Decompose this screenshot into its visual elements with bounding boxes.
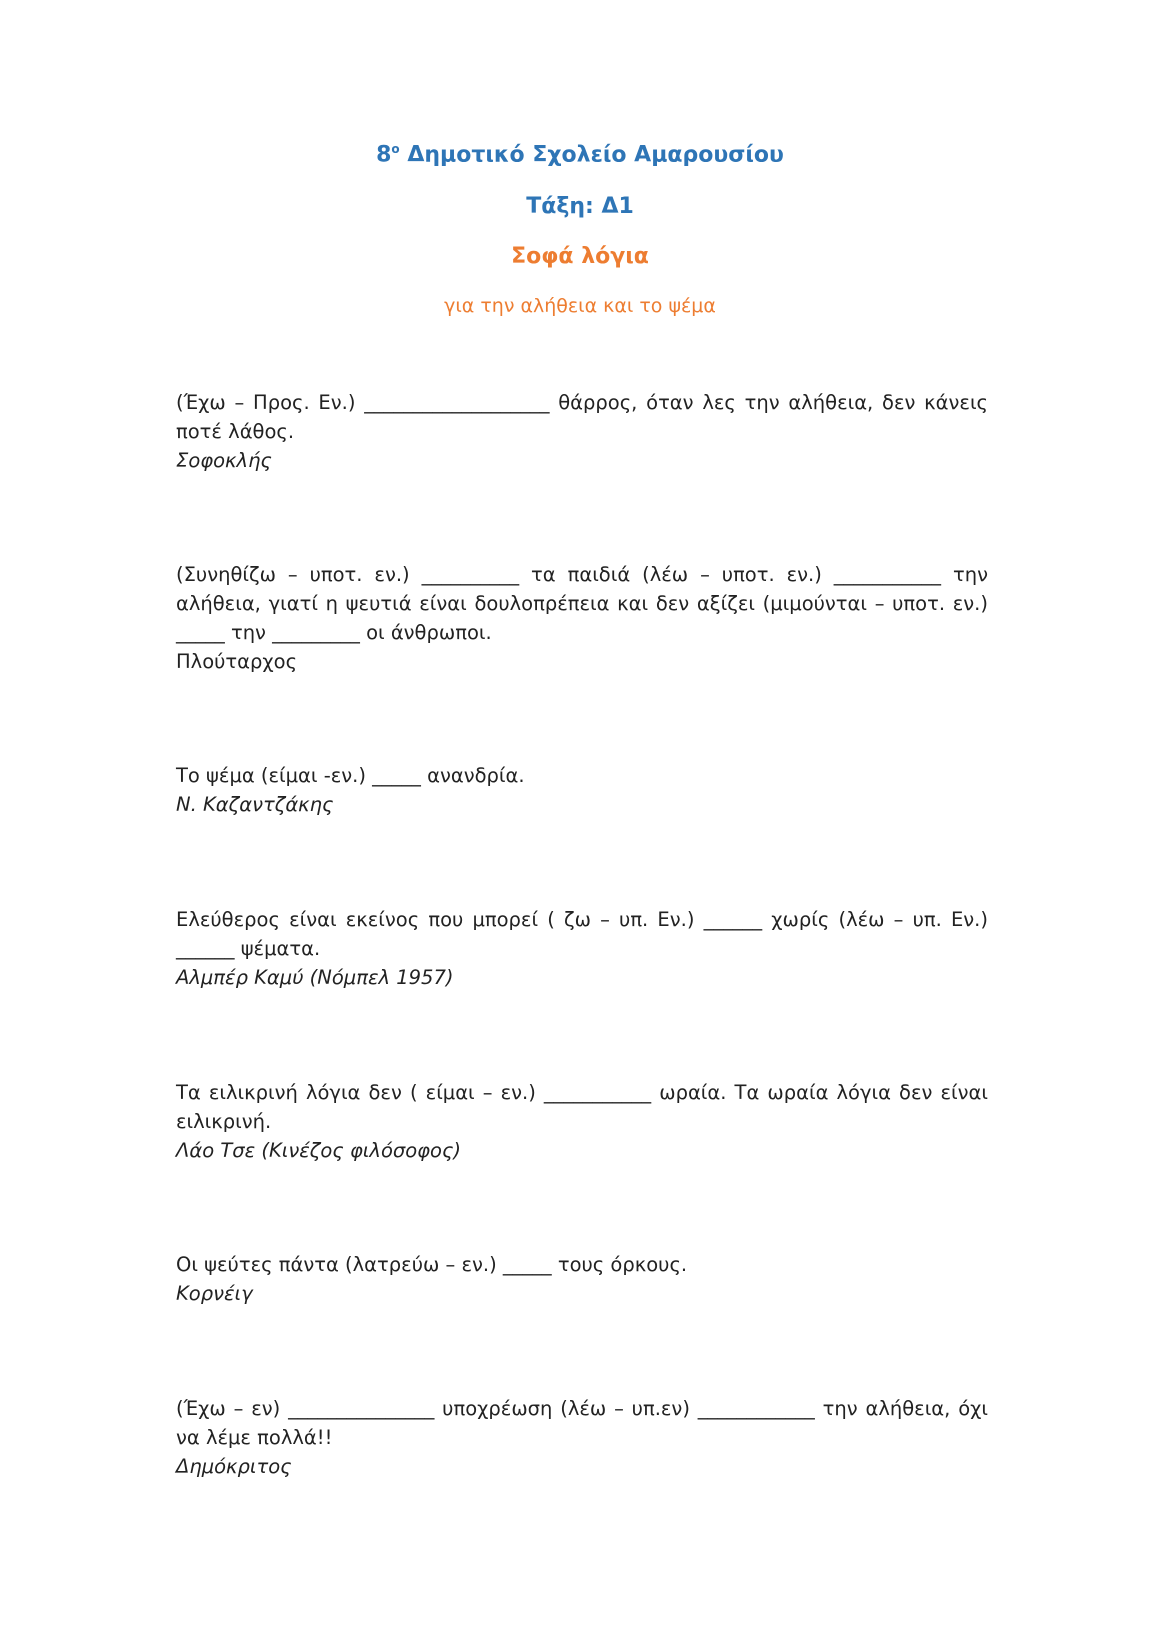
school-name: Δημοτικό Σχολείο Αμαρουσίου bbox=[407, 142, 784, 168]
quote-author: Σοφοκλής bbox=[176, 449, 272, 472]
quote-block bbox=[176, 1250, 988, 1308]
quote-block bbox=[176, 1078, 988, 1165]
quote-author: Δημόκριτος bbox=[176, 1455, 292, 1478]
school-ordinal: ο bbox=[391, 142, 400, 156]
quote-block bbox=[176, 1394, 988, 1481]
quote-text: Τα ειλικρινή λόγια δεν ( είμαι – εν.) ___________ ωραία. Τα ωραία λόγια δεν είναι ειλικρινή. bbox=[176, 1081, 988, 1133]
page-title: Σοφά λόγια bbox=[511, 244, 649, 269]
quote-text: (Έχω – Προς. Εν.) ___________________ θάρρος, όταν λες την αλήθεια, δεν κάνεις ποτέ λάθος. bbox=[176, 391, 988, 443]
quote-block bbox=[176, 905, 988, 992]
quote-author: Ν. Καζαντζάκης bbox=[176, 793, 334, 816]
quote-author: Πλούταρχος bbox=[176, 650, 298, 673]
quote-block bbox=[176, 761, 988, 819]
quote-text: (Συνηθίζω – υποτ. εν.) __________ τα παιδιά (λέω – υποτ. εν.) ___________ την αλήθεια, γιατί η ψευτιά είναι δουλοπρέπεια και δεν αξίζει (μιμούνται – υποτ. εν.) _____ την _________ οι άνθρωποι. bbox=[176, 563, 988, 644]
class-label: Τάξη: Δ1 bbox=[526, 194, 634, 219]
quote-author: Λάο Τσε (Κινέζος φιλόσοφος) bbox=[176, 1139, 462, 1162]
quote-block bbox=[176, 388, 988, 475]
quote-author: Κορνέιγ bbox=[176, 1282, 253, 1305]
quote-text: Ελεύθερος είναι εκείνος που μπορεί ( ζω – υπ. Εν.) ______ χωρίς (λέω – υπ. Εν.) ______ ψέματα. bbox=[176, 908, 988, 960]
school-number: 8 bbox=[376, 142, 392, 168]
school-name-heading bbox=[0, 142, 1160, 167]
quote-block bbox=[176, 560, 988, 676]
page-subtitle: για την αλήθεια και το ψέμα bbox=[444, 295, 716, 317]
quote-text: Το ψέμα (είμαι -εν.) _____ ανανδρία. bbox=[176, 764, 525, 787]
quote-text: Οι ψεύτες πάντα (λατρεύω – εν.) _____ τους όρκους. bbox=[176, 1253, 688, 1276]
quote-author: Αλμπέρ Καμύ (Νόμπελ 1957) bbox=[176, 966, 454, 989]
quote-text: (Έχω – εν) _______________ υποχρέωση (λέω – υπ.εν) ____________ την αλήθεια, όχι να λέμε πολλά!! bbox=[176, 1397, 988, 1449]
